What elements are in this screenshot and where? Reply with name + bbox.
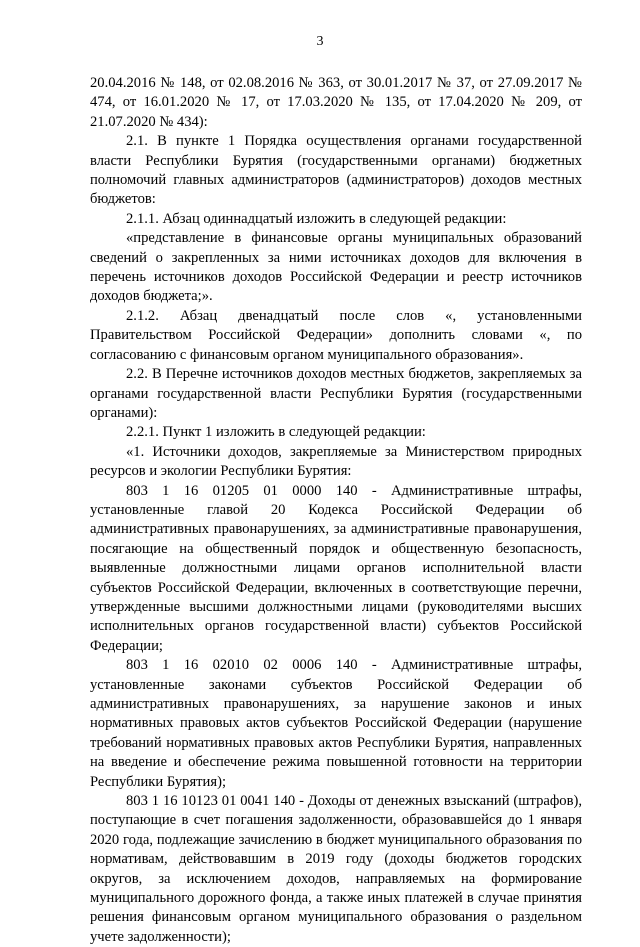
page-number: 3 — [316, 34, 324, 49]
paragraph-intro-dates: 20.04.2016 № 148, от 02.08.2016 № 363, от 30.01.2017 № 37, от 27.09.2017 № 474, от 16.01.2020 № 17, от 17.03.2020 № 135, от 17.04.2020 № 209, от 21.07.2020 № 434): — [90, 75, 582, 130]
paragraph-sources-heading: «1. Источники доходов, закрепляемые за Министерством природных ресурсов и экологии Республики Бурятия: — [90, 443, 582, 480]
paragraph-code-02010: 803 1 16 02010 02 0006 140 - Административные штрафы, установленные законами субъектов Российской Федерации об административных правонарушениях, за нарушение законов и иных нормативных правовых актов субъектов Российской Федерации (нарушение требований нормативных правовых актов Республики Бурятия, направленных на введение и обеспечение режима повышенной готовности на территории Республики Бурятия); — [90, 657, 582, 790]
paragraph-code-10123: 803 1 16 10123 01 0041 140 - Доходы от денежных взысканий (штрафов), поступающие в счет погашения задолженности, образовавшейся до 1 января 2020 года, подлежащие зачислению в бюджет муниципального образования по нормативам, действовавшим в 2019 году (доходы бюджетов городских округов, за исключением доходов, направляемых на формирование муниципального дорожного фонда, а также иных платежей в случае принятия решения финансовым органом муниципального образования о раздельном учете задолженности); — [90, 793, 582, 945]
paragraph-2-2-1: 2.2.1. Пункт 1 изложить в следующей редакции: — [126, 424, 426, 441]
paragraph-quote-financial-organs: «представление в финансовые органы муниципальных образований сведений о закрепленных за ними источниках доходов для включения в перечень источников доходов Российской Федерации и реестр источников доходов бюджета;». — [90, 230, 582, 305]
paragraph-2-2: 2.2. В Перечне источников доходов местных бюджетов, закрепляемых за органами государственной власти Республики Бурятия (государственными органами): — [90, 366, 582, 421]
paragraph-2-1-1: 2.1.1. Абзац одиннадцатый изложить в следующей редакции: — [126, 210, 507, 227]
document-body — [90, 74, 582, 947]
paragraph-code-01205: 803 1 16 01205 01 0000 140 - Административные штрафы, установленные главой 20 Кодекса Российской Федерации об административных правонарушениях, за административные правонарушения, посягающие на общественный порядок и общественную безопасность, выявленные должностными лицами органов исполнительной власти субъектов Российской Федерации, включенных в соответствующие перечни, утвержденные высшими должностными лицами (руководителями высших исполнительных органов государственной власти) субъектов Российской Федерации; — [90, 482, 582, 654]
paragraph-2-1-2: 2.1.2. Абзац двенадцатый после слов «, установленными Правительством Российской Федерации» дополнить словами «, по согласованию с финансовым органом муниципального образования». — [90, 307, 582, 363]
paragraph-2-1: 2.1. В пункте 1 Порядка осуществления органами государственной власти Республики Бурятия (государственными органами) бюджетных полномочий главных администраторов (администраторов) доходов местных бюджетов: — [90, 133, 582, 208]
